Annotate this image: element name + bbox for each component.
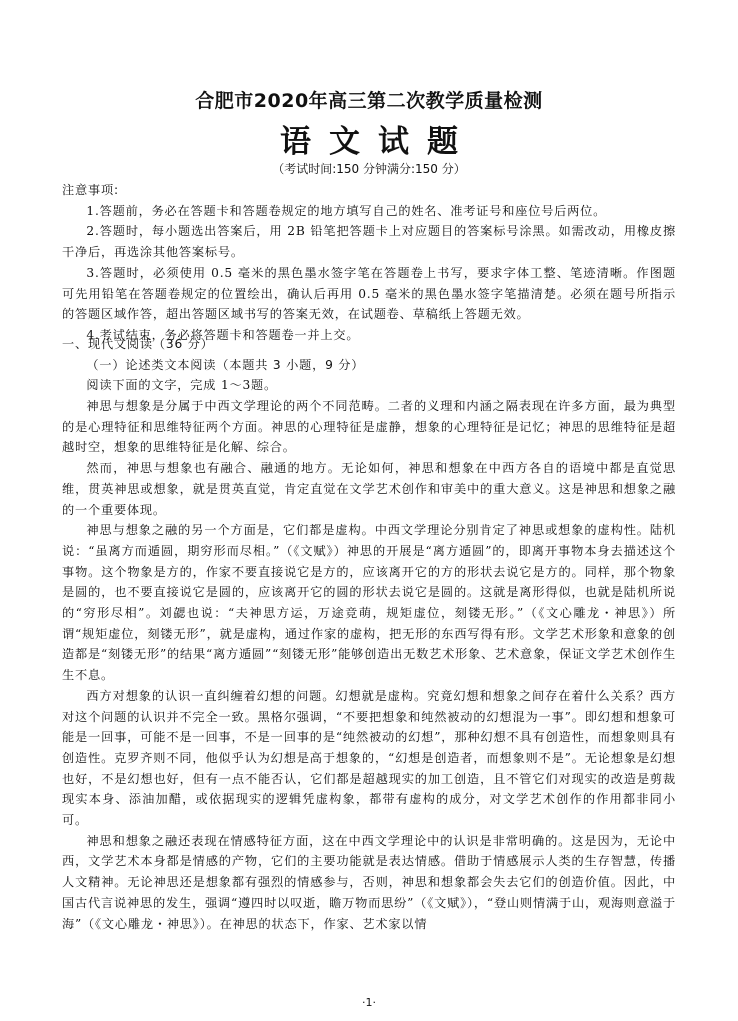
- part-heading: 一、现代文阅读（36 分）: [62, 337, 214, 351]
- passage-paragraph: 神思与想象是分属于中西文学理论的两个不同范畴。二者的义理和内涵之隔表现在许多方面，最为典型的是心理特征和思维特征两个方面。神思的心理特征是虚静，想象的心理特征是记忆；神思的思维特征是超越时空，想象的思维特征是化解、综合。: [62, 399, 676, 455]
- main-title: 合肥市2020年高三第二次教学质量检测: [195, 90, 543, 112]
- passage-paragraph: 然而，神思与想象也有融合、融通的地方。无论如何，神思和想象在中西方各自的语境中都是直觉思维，贯英神思或想象，就是贯英直觉，肯定直觉在文学艺术创作和审美中的重大意义。这是神思和想象之融的一个重要体现。: [62, 461, 676, 517]
- reading-passage: [62, 396, 676, 934]
- passage-paragraph: 神思与想象之融的另一个方面是，它们都是虚构。中西文学理论分别肯定了神思或想象的虚构性。陆机说：“虽离方而遁圆，期穷形而尽相。”（《文赋》）神思的开展是“离方遁圆”的，即离开事物本身去描述这个事物。这个物象是方的，作家不要直接说它是方的，应该离开它的方的形状去说它是方的。同样，那个物象是圆的，也不要直接说它是圆的，应该离开它的圆的形状去说它是圆的。这就是离形得似，也就是陆机所说的“穷形尽相”。刘勰也说：“夫神思方运，万途竞萌，规矩虚位，刻镂无形。”（《文心雕龙・神思》）所谓“规矩虚位，刻镂无形”，就是虚构，通过作家的虚构，把无形的东西写得有形。文学艺术形象和意象的创造都是“刻镂无形”的结果“离方遁圆”“刻镂无形”能够创造出无数艺术形象、艺术意象，保证文学艺术创作生生不息。: [62, 523, 676, 683]
- subpart-heading: （一）论述类文本阅读（本题共 3 小题，9 分）: [86, 357, 365, 372]
- passage-paragraph: 神思和想象之融还表现在情感特征方面，这在中西文学理论中的认识是非常明确的。这是因为，无论中西，文学艺术本身都是情感的产物，它们的主要功能就是表达情感。借助于情感展示人类的生存智慧，传播人文精神。无论神思还是想象都有强烈的情感参与，否则，神思和想象都会失去它们的创造价值。因此，中国古代言说神思的发生，强调“遵四时以叹逝，瞻万物而思纷”（《文赋》），“登山则情满于山，观海则意溢于海”（《文心雕龙・神思》）。在神思的状态下，作家、艺术家以情: [62, 833, 676, 931]
- section-headings: [62, 334, 676, 396]
- note-item: 4.考试结束，务必将答题卡和答题卷一并上交。: [86, 327, 360, 342]
- page-number: ·1·: [362, 996, 376, 1009]
- exam-info: （考试时间:150 分钟满分:150 分）: [272, 162, 466, 176]
- notes-heading: 注意事项:: [62, 183, 119, 197]
- passage-paragraph: 西方对想象的认识一直纠缠着幻想的问题。幻想就是虚构。究竟幻想和想象之间存在着什么关系？西方对这个问题的认识并不完全一致。黑格尔强调，“不要把想象和纯然被动的幻想混为一事”。即幻想和想象可能是一回事，可能不是一回事，不是一回事的是“纯然被动的幻想”，那种幻想不具有创造性，而想象则具有创造性。克罗齐则不同，他似乎认为幻想是高于想象的，“幻想是创造者，而想象则不是”。无论想象是幻想也好，不是幻想也好，但有一点不能否认，它们都是超越现实的加工创造，且不管它们对现实的改造是剪裁现实本身、添油加醋，或依据现实的逻辑凭虚构象，都带有虚构的成分，对文学艺术创作的作用都非同小可。: [62, 688, 676, 828]
- note-item: 1.答题前，务必在答题卡和答题卷规定的地方填写自己的姓名、准考证号和座位号后两位。: [86, 203, 607, 218]
- note-item: 3.答题时，必须使用 0.5 毫米的黑色墨水签字笔在答题卷上书写，要求字体工整、笔迹清晰。作图题可先用铅笔在答题卷规定的位置绘出，确认后再用 0.5 毫米的黑色墨水签字笔描清楚。必须在题号所指示的答题区域作答，超出答题区域书写的答案无效，在试题卷、草稿纸上答题无效。: [62, 265, 676, 322]
- notes-block: [62, 180, 676, 346]
- subject-title: 语文试题: [280, 124, 476, 160]
- note-item: 2.答题时，每小题选出答案后，用 2B 铅笔把答题卡上对应题目的答案标号涂黑。如需改动，用橡皮擦干净后，再选涂其他答案标号。: [62, 224, 676, 260]
- reading-instruction: 阅读下面的文字，完成 1～3题。: [86, 378, 278, 393]
